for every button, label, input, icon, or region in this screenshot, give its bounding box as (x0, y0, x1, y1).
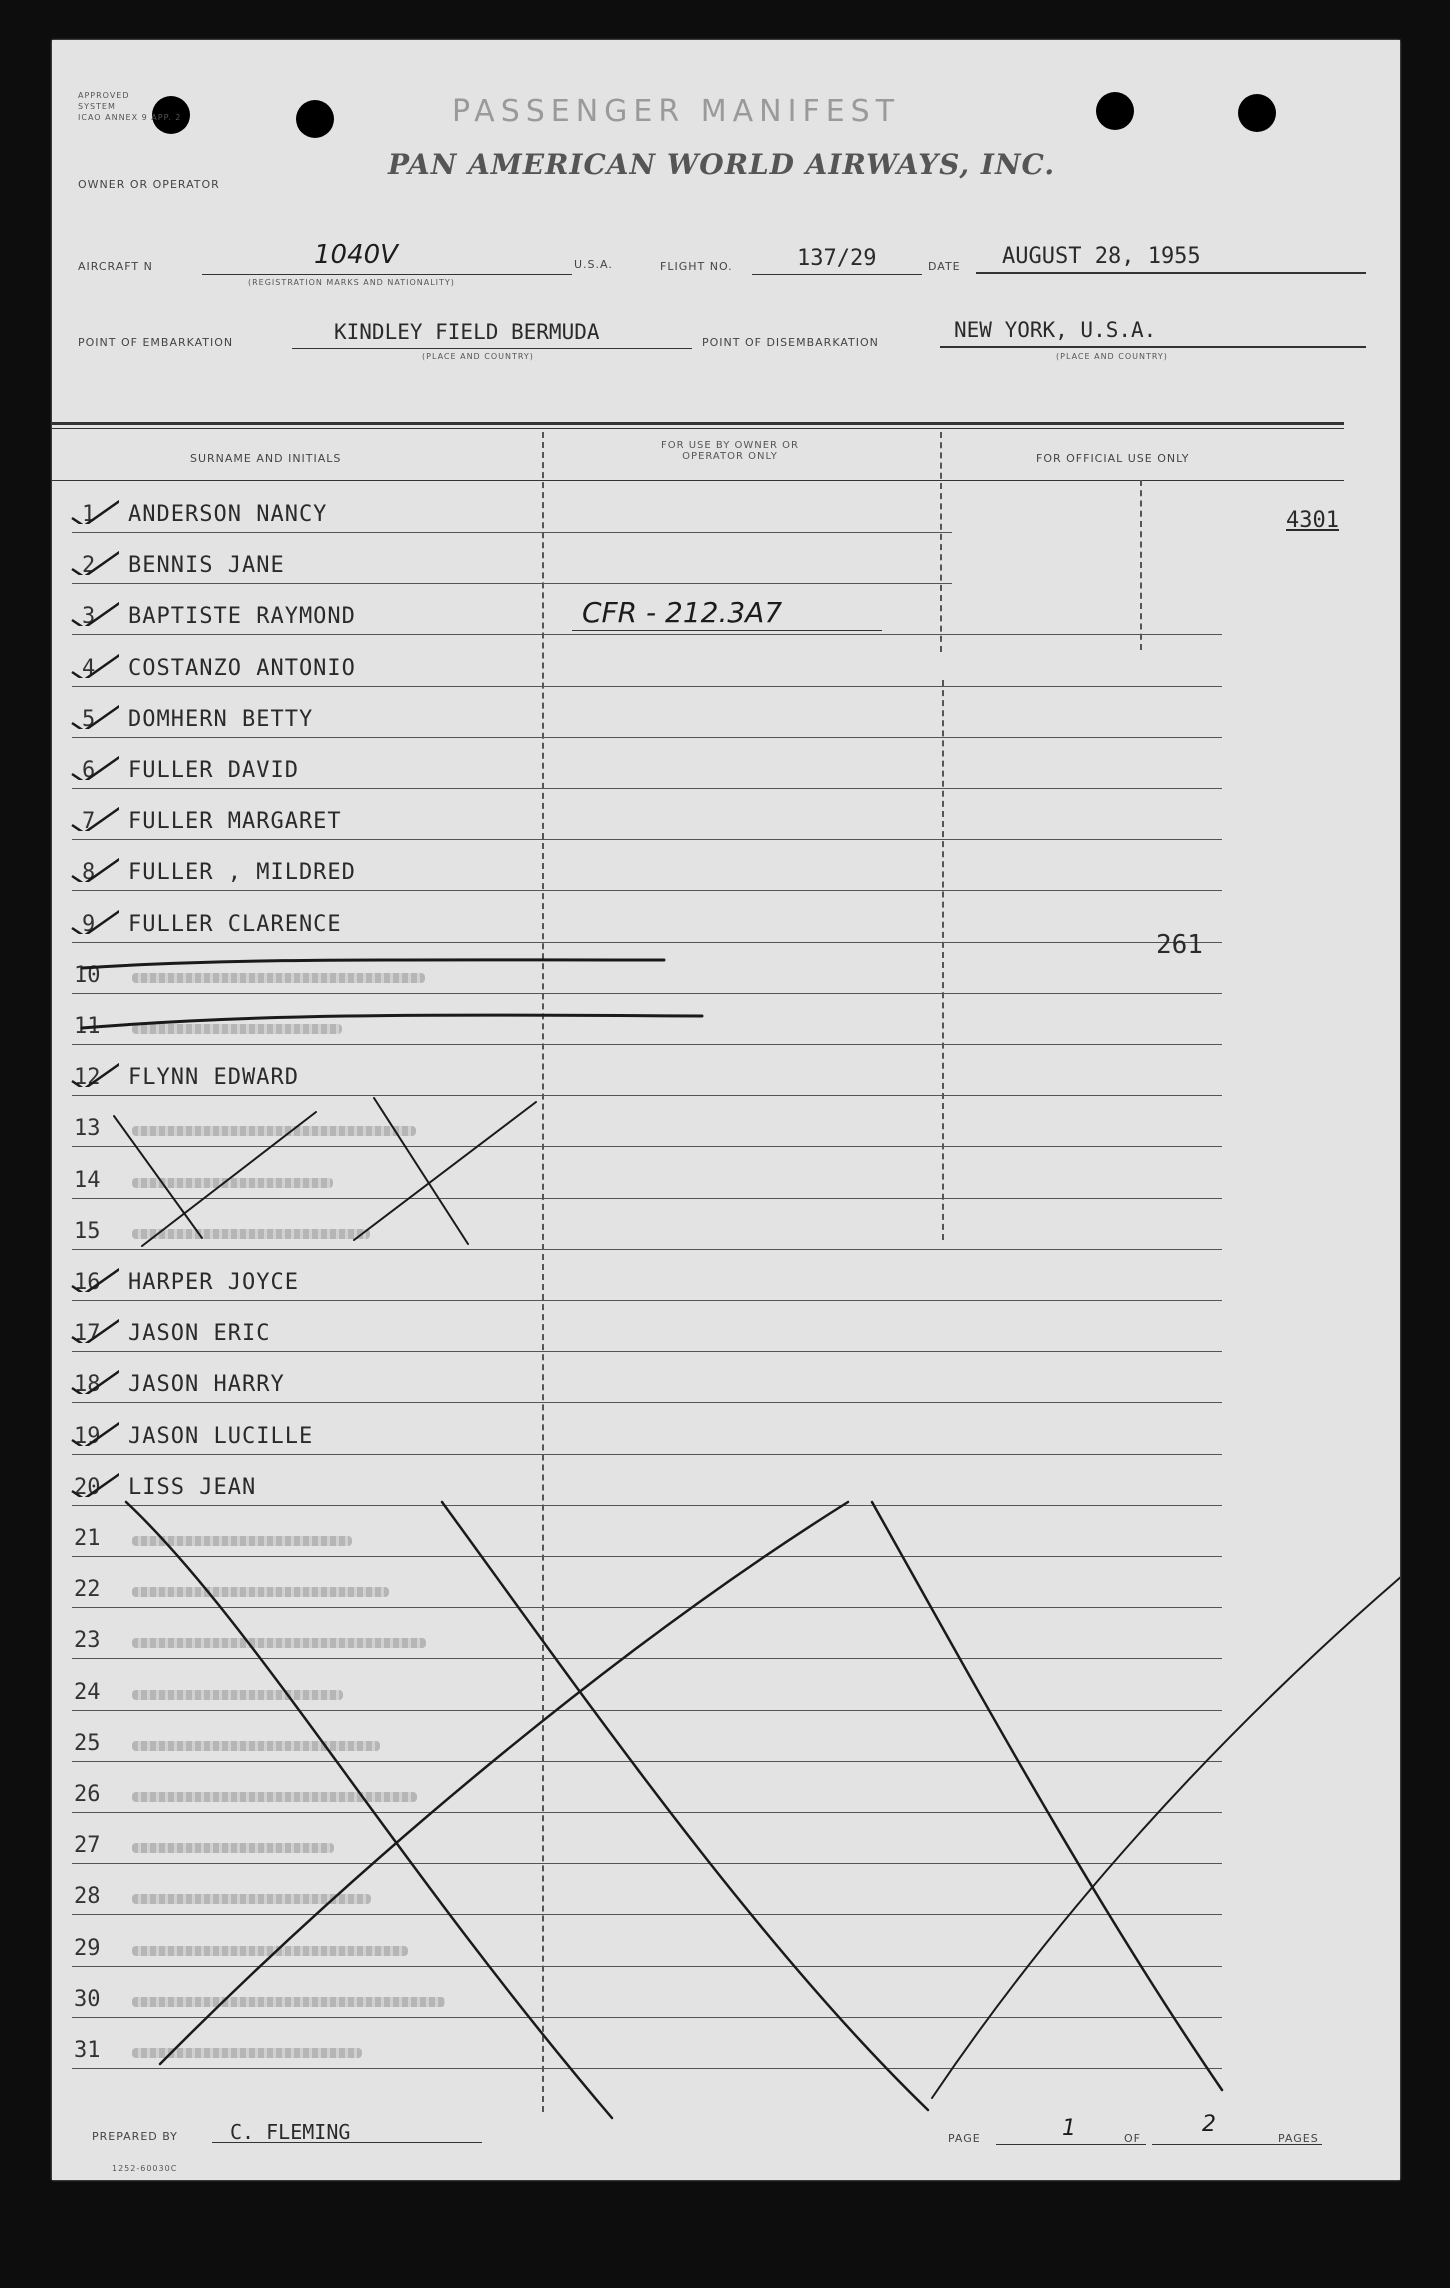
passenger-name: BENNIS JANE (128, 553, 285, 579)
form-title: PASSENGER MANIFEST (452, 94, 901, 129)
cross-mark (932, 1576, 1400, 2098)
cross-mark (442, 1502, 928, 2110)
col-owner-header: FOR USE BY OWNER OR OPERATOR ONLY (660, 440, 800, 462)
row-number: 8 (82, 860, 96, 886)
row-number: 3 (82, 604, 96, 630)
cross-mark (872, 1502, 1222, 2090)
row-number: 5 (82, 706, 96, 732)
passenger-name: HARPER JOYCE (128, 1270, 299, 1295)
official-code-row1: 4301 (1286, 508, 1339, 533)
aircraft-label: AIRCRAFT N (78, 260, 153, 273)
row-number: 21 (74, 1526, 101, 1551)
row-number: 6 (82, 758, 96, 783)
cross-mark (114, 1116, 202, 1238)
passenger-name: COSTANZO ANTONIO (128, 655, 356, 681)
of-label: OF (1124, 2132, 1141, 2145)
page-total: 2 (1202, 2112, 1216, 2137)
passenger-name: BAPTISTE RAYMOND (128, 604, 356, 630)
row-number: 9 (82, 911, 96, 937)
row-number: 12 (74, 1065, 101, 1091)
row-number: 31 (74, 2038, 101, 2063)
row-number: 29 (74, 1935, 101, 1961)
passenger-name: FULLER CLARENCE (128, 911, 342, 937)
row-number: 4 (82, 655, 96, 681)
registration-caption: (REGISTRATION MARKS AND NATIONALITY) (248, 278, 455, 287)
row-number: 10 (74, 962, 101, 988)
usa-label: U.S.A. (574, 258, 613, 271)
row-number: 25 (74, 1730, 101, 1756)
row-number: 1 (82, 502, 96, 527)
disembark-caption: (PLACE AND COUNTRY) (1056, 352, 1168, 361)
col-official-header: FOR OFFICIAL USE ONLY (1036, 452, 1190, 465)
row-number: 14 (74, 1167, 101, 1193)
row-number: 11 (74, 1014, 101, 1039)
passenger-name: FULLER MARGARET (128, 809, 342, 835)
strike-line (82, 960, 664, 968)
approval-line: SYSTEM (78, 102, 116, 111)
operator-name: PAN AMERICAN WORLD AIRWAYS, INC. (388, 148, 1056, 181)
passenger-name: DOMHERN BETTY (128, 706, 314, 732)
row-number: 16 (74, 1270, 101, 1295)
disembark-label: POINT OF DISEMBARKATION (702, 336, 879, 349)
pen-marks (52, 40, 1400, 2180)
embark-caption: (PLACE AND COUNTRY) (422, 352, 534, 361)
row-number: 7 (82, 809, 96, 835)
page-label: PAGE (948, 2132, 981, 2145)
pages-label: PAGES (1278, 2132, 1319, 2145)
row-number: 15 (74, 1218, 101, 1244)
row-number: 26 (74, 1782, 101, 1807)
prepared-name: C. FLEMING (230, 2120, 351, 2144)
row-number: 23 (74, 1628, 101, 1654)
flight-label: FLIGHT NO. (660, 260, 733, 273)
prepared-label: PREPARED BY (92, 2130, 178, 2143)
embark-label: POINT OF EMBARKATION (78, 336, 234, 349)
approval-line: ICAO ANNEX 9 APP. 2 (78, 113, 182, 122)
row-number: 22 (74, 1577, 101, 1603)
cross-mark (374, 1098, 468, 1244)
row-number: 28 (74, 1884, 101, 1910)
passenger-name: JASON LUCILLE (128, 1423, 314, 1449)
passenger-name: JASON ERIC (128, 1321, 271, 1347)
official-code-row10: 261 (1156, 930, 1203, 960)
cross-mark (142, 1112, 316, 1246)
row-number: 13 (74, 1116, 101, 1142)
cross-mark (354, 1102, 536, 1240)
date-label: DATE (928, 260, 961, 273)
aircraft-number: 1040V (314, 240, 398, 270)
passenger-name: LISS JEAN (128, 1474, 257, 1500)
row-number: 27 (74, 1833, 101, 1859)
row-number: 17 (74, 1321, 101, 1347)
embark-place: KINDLEY FIELD BERMUDA (334, 320, 600, 344)
row-number: 18 (74, 1372, 101, 1398)
row-number: 20 (74, 1474, 101, 1500)
owner-label: OWNER OR OPERATOR (78, 178, 220, 191)
passenger-name: ANDERSON NANCY (128, 502, 328, 527)
form-code: 1252-60030C (112, 2164, 178, 2173)
disembark-place: NEW YORK, U.S.A. (954, 318, 1157, 342)
page-number: 1 (1062, 2116, 1076, 2141)
flight-number: 137/29 (797, 246, 877, 271)
passenger-name: FULLER DAVID (128, 758, 299, 783)
passenger-name: FLYNN EDWARD (128, 1065, 299, 1091)
owner-note-row3: CFR - 212.3A7 (582, 596, 783, 629)
col-surname-header: SURNAME AND INITIALS (190, 452, 342, 465)
flight-date: AUGUST 28, 1955 (1002, 244, 1201, 269)
manifest-sheet (52, 40, 1400, 2180)
row-number: 30 (74, 1986, 101, 2012)
row-number: 2 (82, 553, 96, 579)
row-number: 19 (74, 1423, 101, 1449)
passenger-name: FULLER , MILDRED (128, 860, 356, 886)
passenger-name: JASON HARRY (128, 1372, 285, 1398)
strike-line (82, 1015, 702, 1028)
row-number: 24 (74, 1679, 101, 1705)
approval-line: APPROVED (78, 91, 130, 100)
